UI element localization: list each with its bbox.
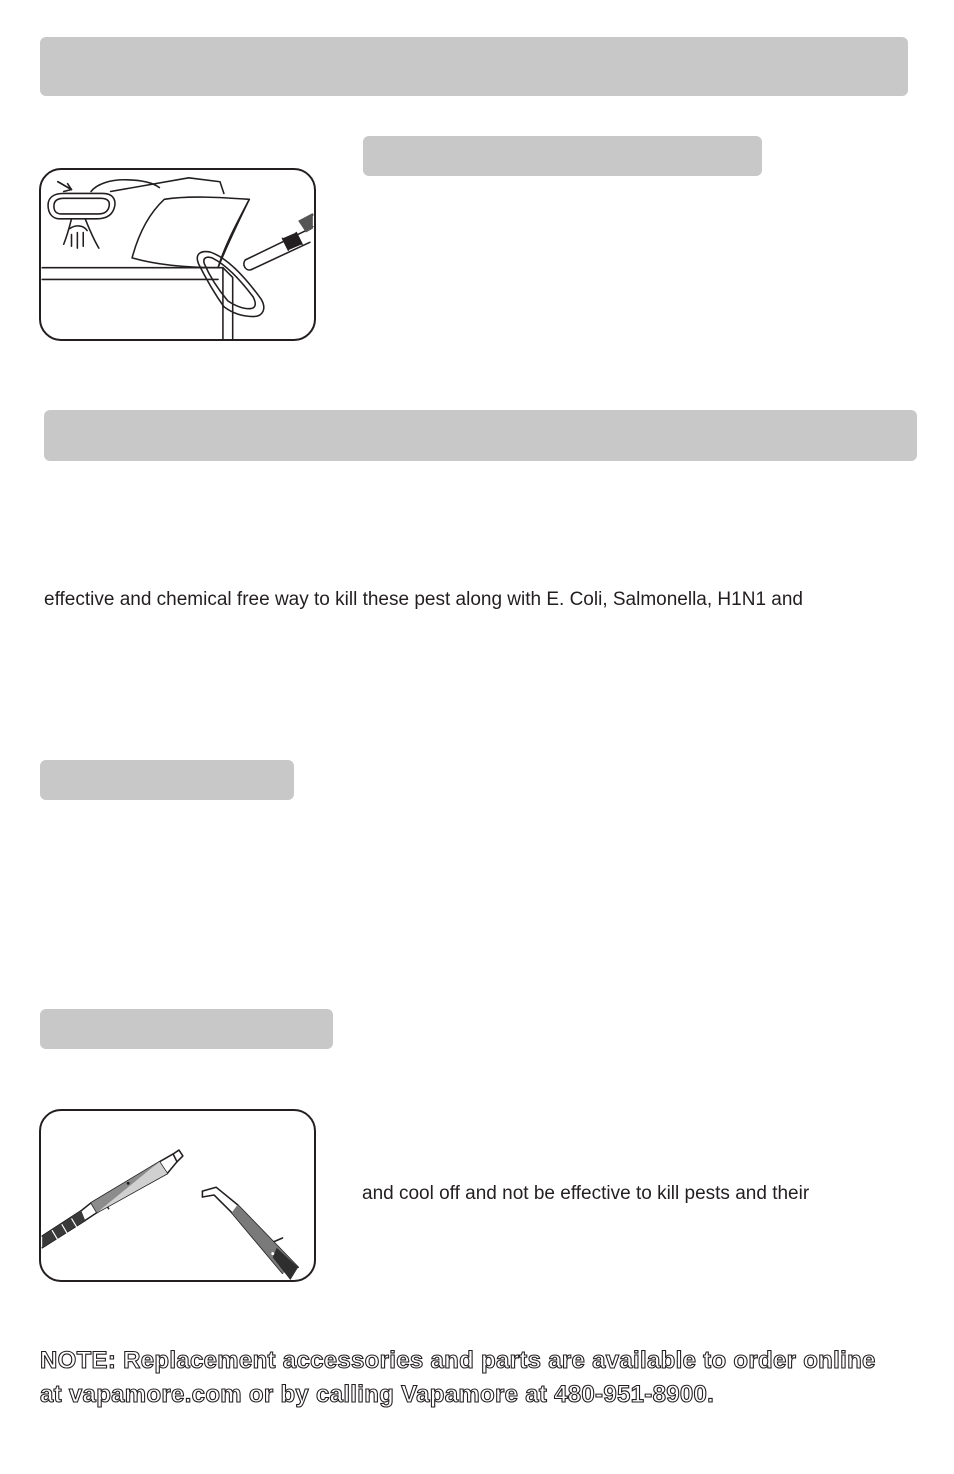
pest-treatment-text-line: effective and chemical free way to kill these pest along with E. Coli, Salmonella, H1N1 and (44, 589, 803, 610)
subsection-header-bar-fourth (40, 1009, 333, 1049)
nozzle-attachments-illustration (39, 1109, 316, 1282)
mattress-steam-icon (41, 170, 314, 339)
replacement-parts-note (40, 1344, 876, 1412)
cool-off-text-line: and cool off and not be effective to kill pests and their (362, 1183, 810, 1204)
mattress-steaming-illustration (39, 168, 316, 341)
note-line-1 (40, 1344, 876, 1378)
note-text-line-2: at vapamore.com or by calling Vapamore at 480-951-8900. (40, 1381, 715, 1408)
section-header-bar-middle (44, 410, 917, 461)
subsection-header-bar-third (40, 760, 294, 800)
note-text-line-1: Replacement accessories and parts are available to order online (123, 1347, 876, 1374)
nozzle-attachment-icon (41, 1111, 314, 1280)
note-label: NOTE: (40, 1347, 117, 1374)
subsection-header-bar-mattress (363, 136, 762, 176)
section-header-bar-top (40, 37, 908, 96)
